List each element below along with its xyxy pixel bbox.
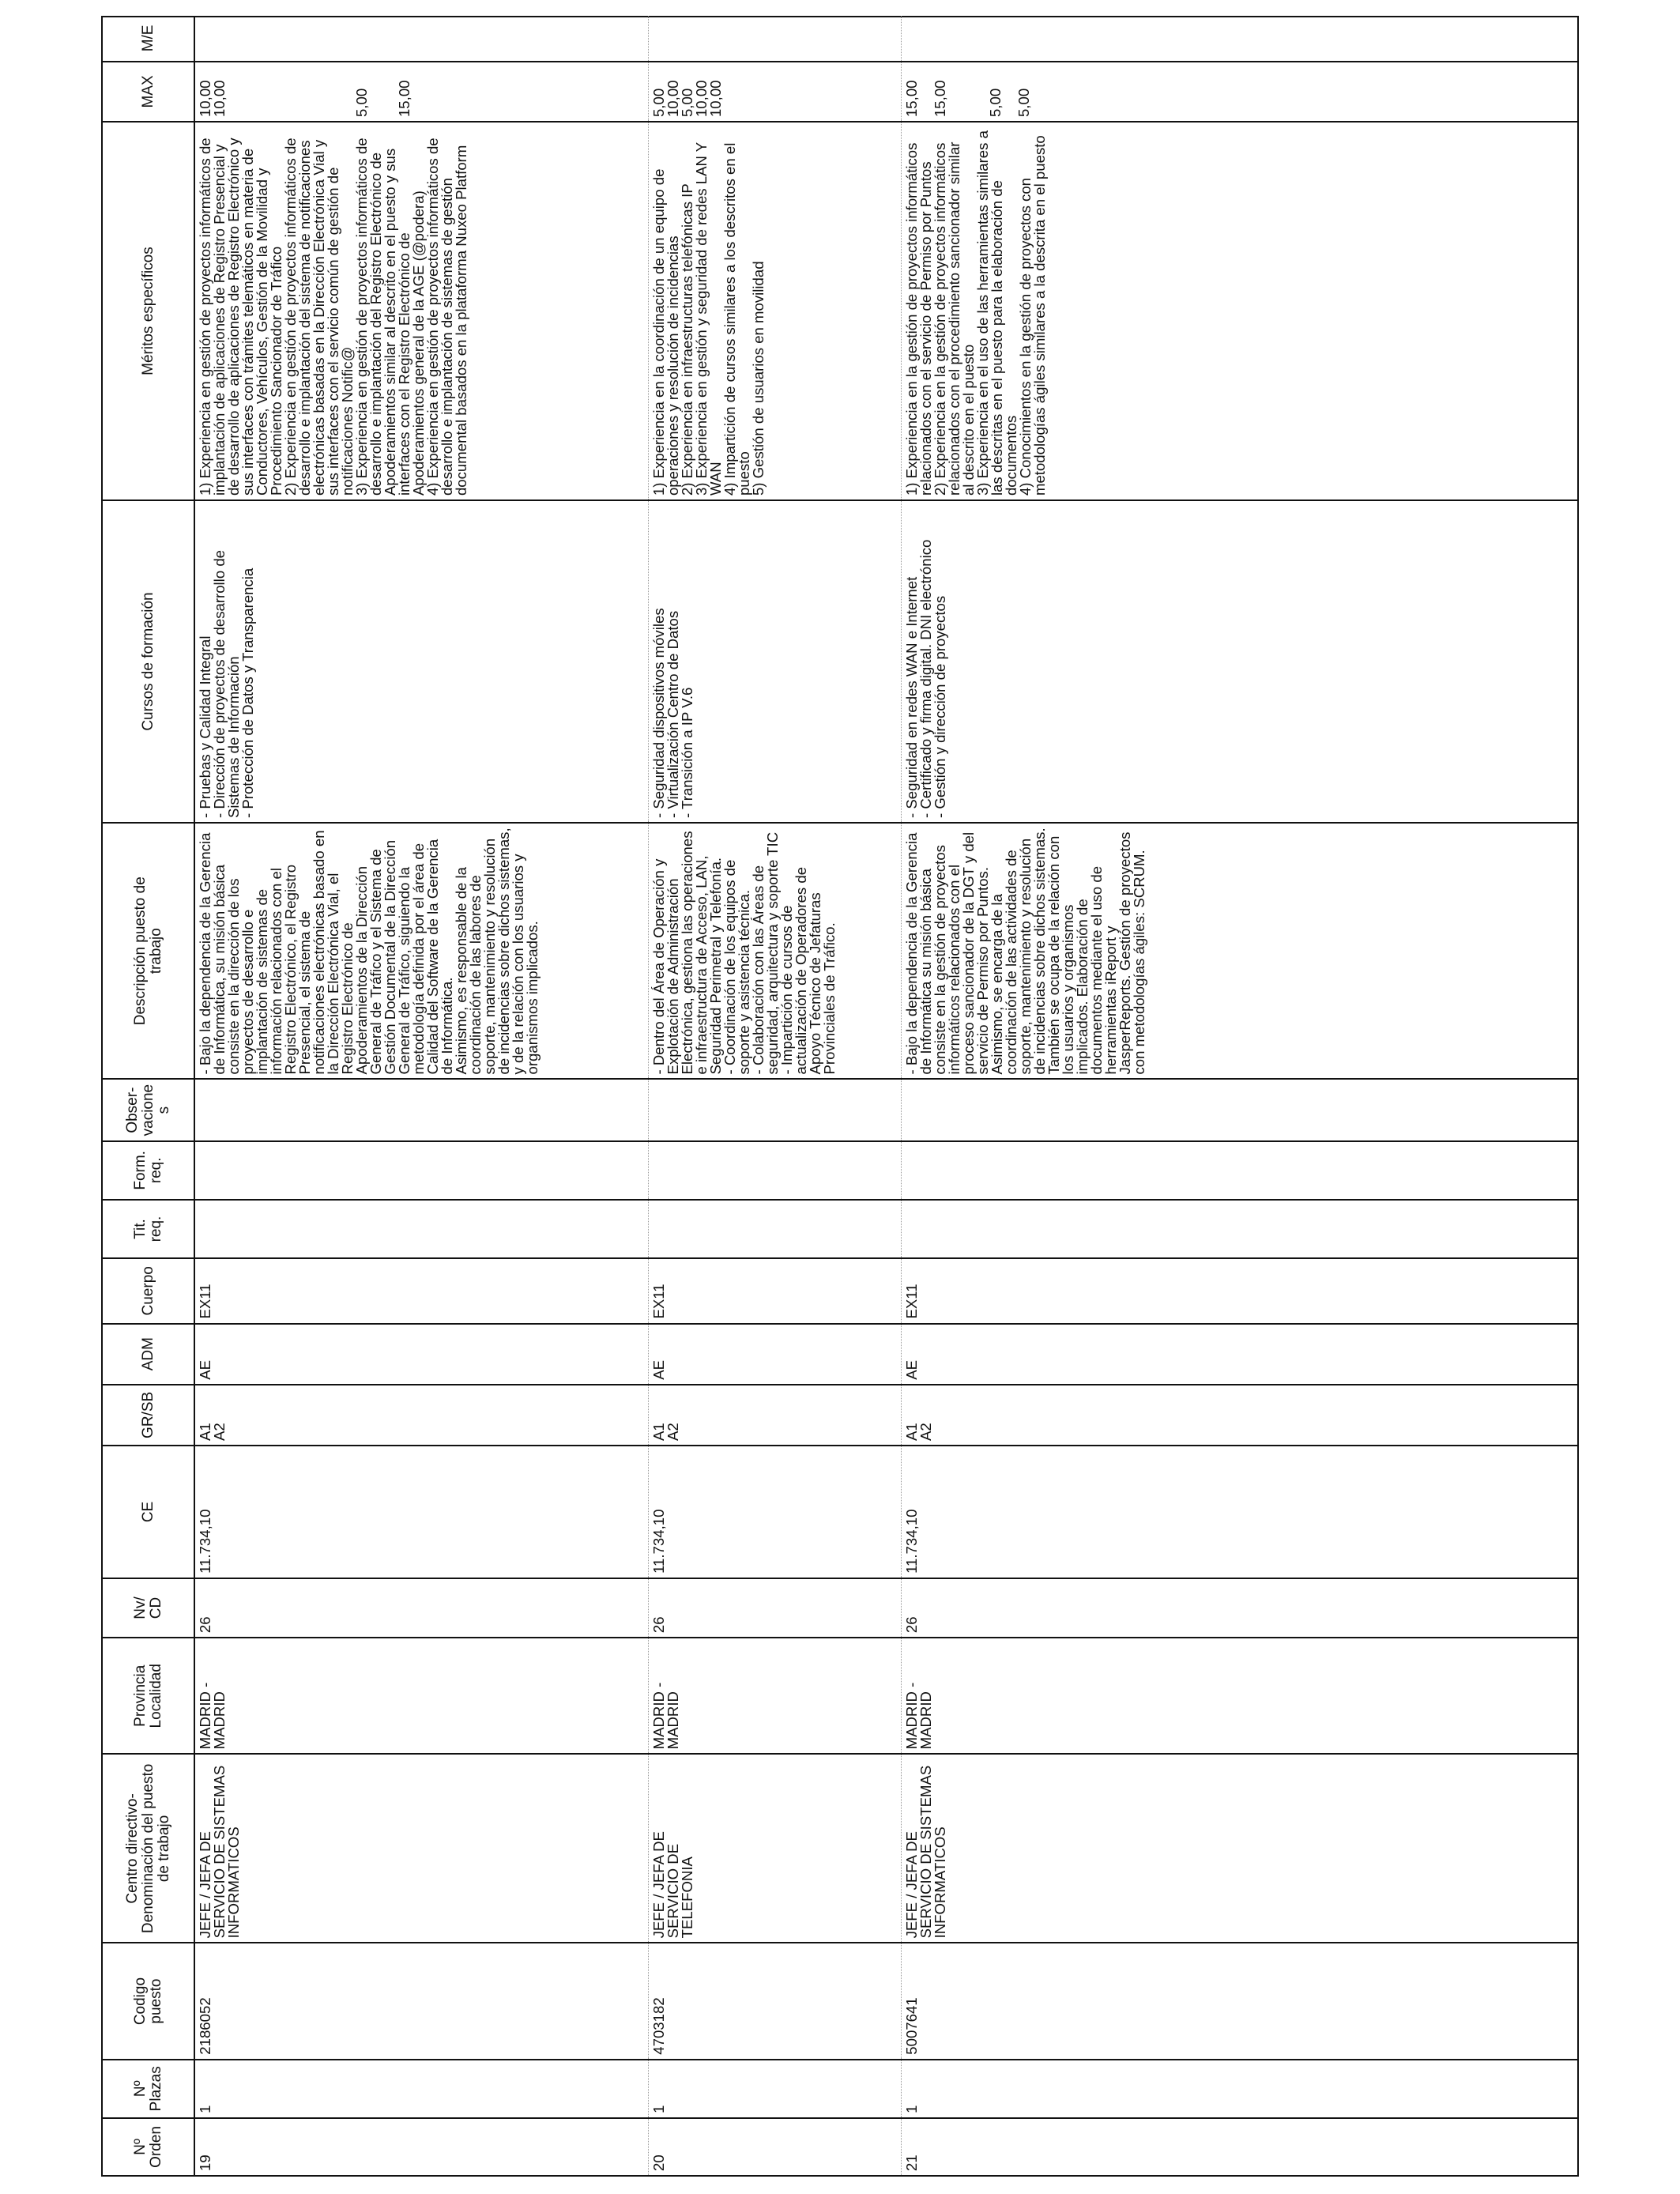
header-grsb: GR/SB — [103, 1385, 194, 1446]
cell-me — [901, 16, 1579, 62]
table-row — [901, 16, 1579, 2175]
cell-orden: 20 — [648, 2118, 901, 2175]
cell-adm: AE — [194, 1324, 648, 1385]
cell-provincia: MADRID - MADRID — [901, 1638, 1579, 1754]
cell-me — [194, 16, 648, 62]
cell-ce: 11.734,10 — [194, 1446, 648, 1578]
cell-max — [194, 62, 648, 122]
cell-cuerpo: EX11 — [901, 1258, 1579, 1323]
cell-obs — [194, 1079, 648, 1140]
max-value: 5,00 — [353, 88, 370, 118]
cell-obs — [901, 1079, 1579, 1140]
cell-plazas: 1 — [648, 2060, 901, 2118]
header-obs: Obser- vaciones — [103, 1079, 194, 1140]
cell-cursos: - Seguridad en redes WAN e Internet - Certificado y firma digital. DNI electrónico - Gestión y dirección de proyectos — [901, 500, 1579, 823]
header-nivel: Nv/ CD — [103, 1578, 194, 1638]
cell-nivel: 26 — [194, 1578, 648, 1638]
cell-orden: 19 — [194, 2118, 648, 2175]
header-orden: Nº Orden — [103, 2118, 194, 2175]
cell-form — [194, 1141, 648, 1200]
cell-plazas: 1 — [194, 2060, 648, 2118]
cell-meritos: 1) Experiencia en la gestión de proyectos informáticos relacionados con el servicio de Permiso por Puntos 2) Experiencia en la gestión de proyectos informáticos relacionados con el procedimiento sancionador similar al descrito en el puesto 3) Experiencia en el uso de las herramientas similares a las descritas en el puesto para la elaboración de documentos 4) Conocimientos en la gestión de proyectos con metodologías ágiles similares a la descrita en el puesto — [901, 122, 1579, 500]
cell-grsb: A1 A2 — [648, 1385, 901, 1446]
max-value: 5,00 — [1015, 88, 1032, 118]
cell-me — [648, 16, 901, 62]
max-value: 10,00 — [692, 80, 710, 118]
max-value: 15,00 — [902, 80, 920, 118]
cell-centro: JEFE / JEFA DE SERVICIO DE SISTEMAS INFORMATICOS — [194, 1754, 648, 1943]
max-value: 5,00 — [986, 88, 1004, 118]
header-ce: CE — [103, 1446, 194, 1578]
max-value: 15,00 — [931, 80, 948, 118]
max-value: 10,00 — [706, 80, 724, 118]
cell-adm: AE — [648, 1324, 901, 1385]
cell-centro: JEFE / JEFA DE SERVICIO DE TELEFONIA — [648, 1754, 901, 1943]
header-me: M/E — [103, 16, 194, 62]
cell-nivel: 26 — [648, 1578, 901, 1638]
cell-descripcion: - Dentro del Área de Operación y Explotación de Administración Electrónica, gestiona las operaciones e infraestructura de Acceso, LAN, Seguridad Perimetral y Telefonía. - Coordinación de los equipos de soporte y asistencia técnica. - Colaboración con las Áreas de seguridad, arquitectura y soporte TIC - Impartición de cursos de actualización de Operadores de Apoyo Técnico de Jefaturas Provinciales de Tráfico. — [648, 823, 901, 1080]
header-cuerpo: Cuerpo — [103, 1258, 194, 1323]
cell-grsb: A1 A2 — [901, 1385, 1579, 1446]
max-value: 5,00 — [678, 88, 695, 118]
cell-tit — [194, 1200, 648, 1258]
header-provincia: Provincia Localidad — [103, 1638, 194, 1754]
cell-adm: AE — [901, 1324, 1579, 1385]
table-row — [194, 16, 648, 2175]
cell-orden: 21 — [901, 2118, 1579, 2175]
cell-obs — [648, 1079, 901, 1140]
header-cursos: Cursos de formación — [103, 500, 194, 823]
cell-nivel: 26 — [901, 1578, 1579, 1638]
cell-centro: JEFE / JEFA DE SERVICIO DE SISTEMAS INFORMATICOS — [901, 1754, 1579, 1943]
cell-plazas: 1 — [901, 2060, 1579, 2118]
header-plazas: Nº Plazas — [103, 2060, 194, 2118]
max-value: 5,00 — [650, 88, 667, 118]
cell-codigo: 2186052 — [194, 1943, 648, 2059]
header-meritos: Méritos específicos — [103, 122, 194, 500]
max-value: 10,00 — [197, 80, 213, 118]
cell-descripcion: - Bajo la dependencia de la Gerencia de Informática, su misión básica consiste en la dirección de los proyectos de desarrollo e implantación de sistemas de información relacionados con el Registro Electrónico, el Registro Presencial, el sistema de notificaciones electrónicas basado en la Dirección Electrónica Vial, el Registro Electrónico de Apoderamientos de la Dirección General de Tráfico y el Sistema de Gestión Documental de la Dirección General de Tráfico, siguiendo la metodología definida por el área de Calidad del Software de la Gerencia de Informática. Asimismo, es responsable de la coordinación de las labores de soporte, mantenimiento y resolución de incidencias sobre dichos sistemas, y de la relación con los usuarios y organismos implicados. — [194, 823, 648, 1080]
max-value: 15,00 — [396, 80, 412, 118]
cell-provincia: MADRID - MADRID — [194, 1638, 648, 1754]
table-row — [648, 16, 901, 2175]
table-frame-bottom — [101, 2175, 1579, 2177]
max-value: 10,00 — [211, 80, 228, 118]
max-value: 10,00 — [664, 80, 681, 118]
header-form: Form. req. — [103, 1141, 194, 1200]
cell-cuerpo: EX11 — [648, 1258, 901, 1323]
cell-tit — [648, 1200, 901, 1258]
cell-tit — [901, 1200, 1579, 1258]
header-adm: ADM — [103, 1324, 194, 1385]
cell-ce: 11.734,10 — [901, 1446, 1579, 1578]
header-row — [103, 16, 194, 2175]
header-centro: Centro directivo- Denominación del puesto de trabajo — [103, 1754, 194, 1943]
cell-descripcion: - Bajo la dependencia de la Gerencia de Informática su misión básica consiste en la gestión de proyectos informáticos relacionados con el proceso sancionador de la DGT y del servicio de Permiso por Puntos. Asimismo, se encarga de la coordinación de las actividades de soporte, mantenimiento y resolución de incidencias sobre dichos sistemas. También se ocupa de la relación con los usuarios y organismos implicados. Elaboración de documentos mediante el uso de herramientas iReport y JasperReports. Gestión de proyectos con metodologías ágiles: SCRUM. — [901, 823, 1579, 1080]
cell-form — [901, 1141, 1579, 1200]
cell-max — [648, 62, 901, 122]
cell-cursos: - Pruebas y Calidad Integral - Dirección de proyectos de desarrollo de Sistemas de Información - Protección de Datos y Transparencia — [194, 500, 648, 823]
cell-codigo: 5007641 — [901, 1943, 1579, 2059]
cell-ce: 11.734,10 — [648, 1446, 901, 1578]
rotated-sheet — [103, 16, 1579, 2175]
cell-meritos: 1) Experiencia en gestión de proyectos informáticos de implantación de aplicaciones de Registro Presencial y de desarrollo de aplicaciones de Registro Electrónico y sus interfaces con trámites telemáticos en materia de Conductores, Vehículos, Gestión de la Movilidad y Procedimiento Sancionador de Tráfico 2) Experiencia en gestión de proyectos informáticos de desarrollo e implantación del sistema de notificaciones electrónicas basadas en la Dirección Electrónica Vial y sus interfaces con el servicio común de gestión de notificaciones Notific@ 3) Experiencia en gestión de proyectos informáticos de desarrollo e implantación del Registro Electrónico de Apoderamientos similar al descrito en el puesto y sus interfaces con el Registro Electrónico de Apoderamientos general de la AGE (@podera) 4) Experiencia en gestión de proyectos informáticos de desarrollo e implantación de sistemas de gestión documental basados en la plataforma Nuxeo Platform — [194, 122, 648, 500]
cell-provincia: MADRID - MADRID — [648, 1638, 901, 1754]
header-tit: Tit. req. — [103, 1200, 194, 1258]
header-codigo: Codigo puesto — [103, 1943, 194, 2059]
cell-max — [901, 62, 1579, 122]
cell-grsb: A1 A2 — [194, 1385, 648, 1446]
header-max: MAX — [103, 62, 194, 122]
cell-cursos: - Seguridad dispositivos móviles - Virtualización Centro de Datos - Transición a IP V.6 — [648, 500, 901, 823]
header-descripcion: Descripción puesto de trabajo — [103, 823, 194, 1080]
cell-cuerpo: EX11 — [194, 1258, 648, 1323]
cell-meritos: 1) Experiencia en la coordinación de un equipo de operaciones y resolución de incidencias 2) Experiencia en infraestructuras telefónicas IP 3) Experiencia en gestión y seguridad de redes LAN Y WAN 4) Impartición de cursos similares a los descritos en el puesto 5) Gestión de usuarios en movilidad — [648, 122, 901, 500]
job-positions-table — [103, 16, 1579, 2175]
cell-codigo: 4703182 — [648, 1943, 901, 2059]
cell-form — [648, 1141, 901, 1200]
